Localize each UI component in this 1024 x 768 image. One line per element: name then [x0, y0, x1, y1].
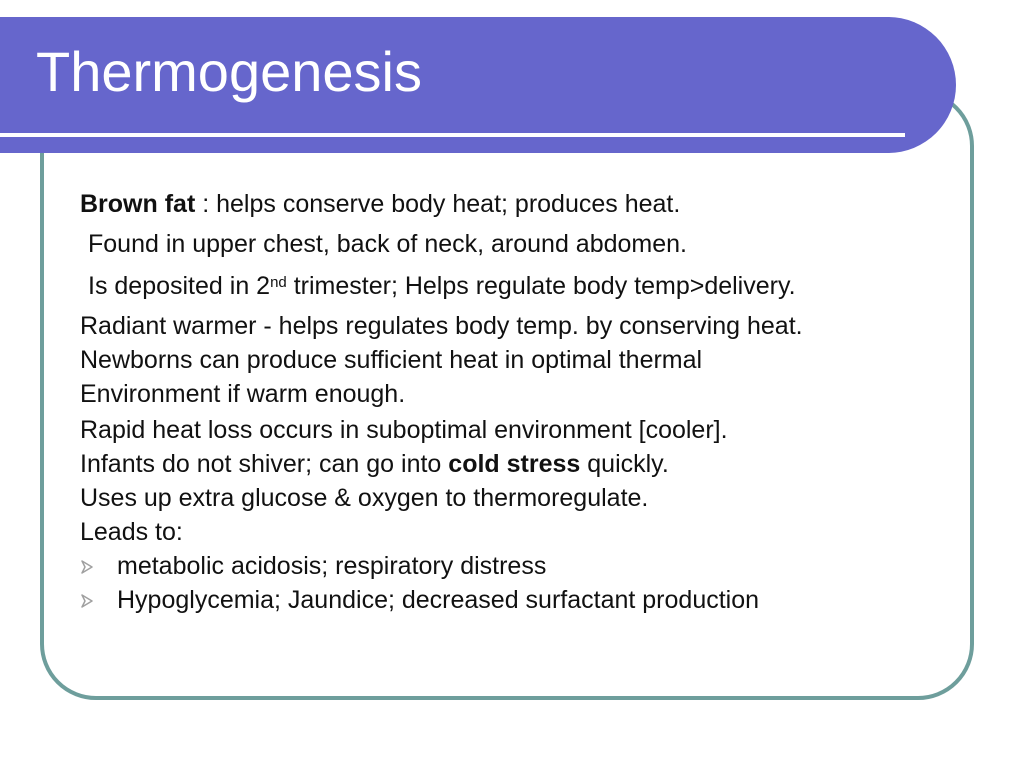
bullet-text: Hypoglycemia; Jaundice; decreased surfactant production [117, 586, 760, 614]
glucose-line: Uses up extra glucose & oxygen to thermoregulate. [80, 484, 649, 512]
arrow-bullet-icon [80, 560, 94, 574]
bullet-text: metabolic acidosis; respiratory distress [117, 552, 547, 580]
leads-to-line: Leads to: [80, 518, 183, 546]
brown-fat-definition: : helps conserve body heat; produces heat. [195, 190, 681, 218]
cold-stress-term: cold stress [448, 450, 581, 478]
radiant-warmer-line: Radiant warmer - helps regulates body temp. by conserving heat. [80, 312, 803, 340]
slide-title: Thermogenesis [36, 40, 422, 103]
shiver-prefix: Infants do not shiver; can go into [80, 450, 449, 478]
brown-fat-term: Brown fat [80, 190, 196, 218]
shiver-suffix: quickly. [580, 450, 669, 478]
newborns-line: Newborns can produce sufficient heat in optimal thermal [80, 346, 703, 374]
shiver-line [80, 448, 669, 480]
arrow-bullet-icon [80, 594, 94, 608]
brown-fat-line [80, 188, 680, 220]
title-underline [0, 133, 905, 137]
brown-fat-location: Found in upper chest, back of neck, around abdomen. [88, 230, 687, 258]
ordinal-superscript: nd [270, 274, 287, 291]
deposit-prefix: Is deposited in 2 [88, 272, 271, 300]
environment-line: Environment if warm enough. [80, 380, 406, 408]
deposit-suffix: trimester; Helps regulate body temp>delivery. [286, 272, 796, 300]
brown-fat-deposit-line [88, 270, 796, 302]
heat-loss-line: Rapid heat loss occurs in suboptimal environment [cooler]. [80, 416, 728, 444]
